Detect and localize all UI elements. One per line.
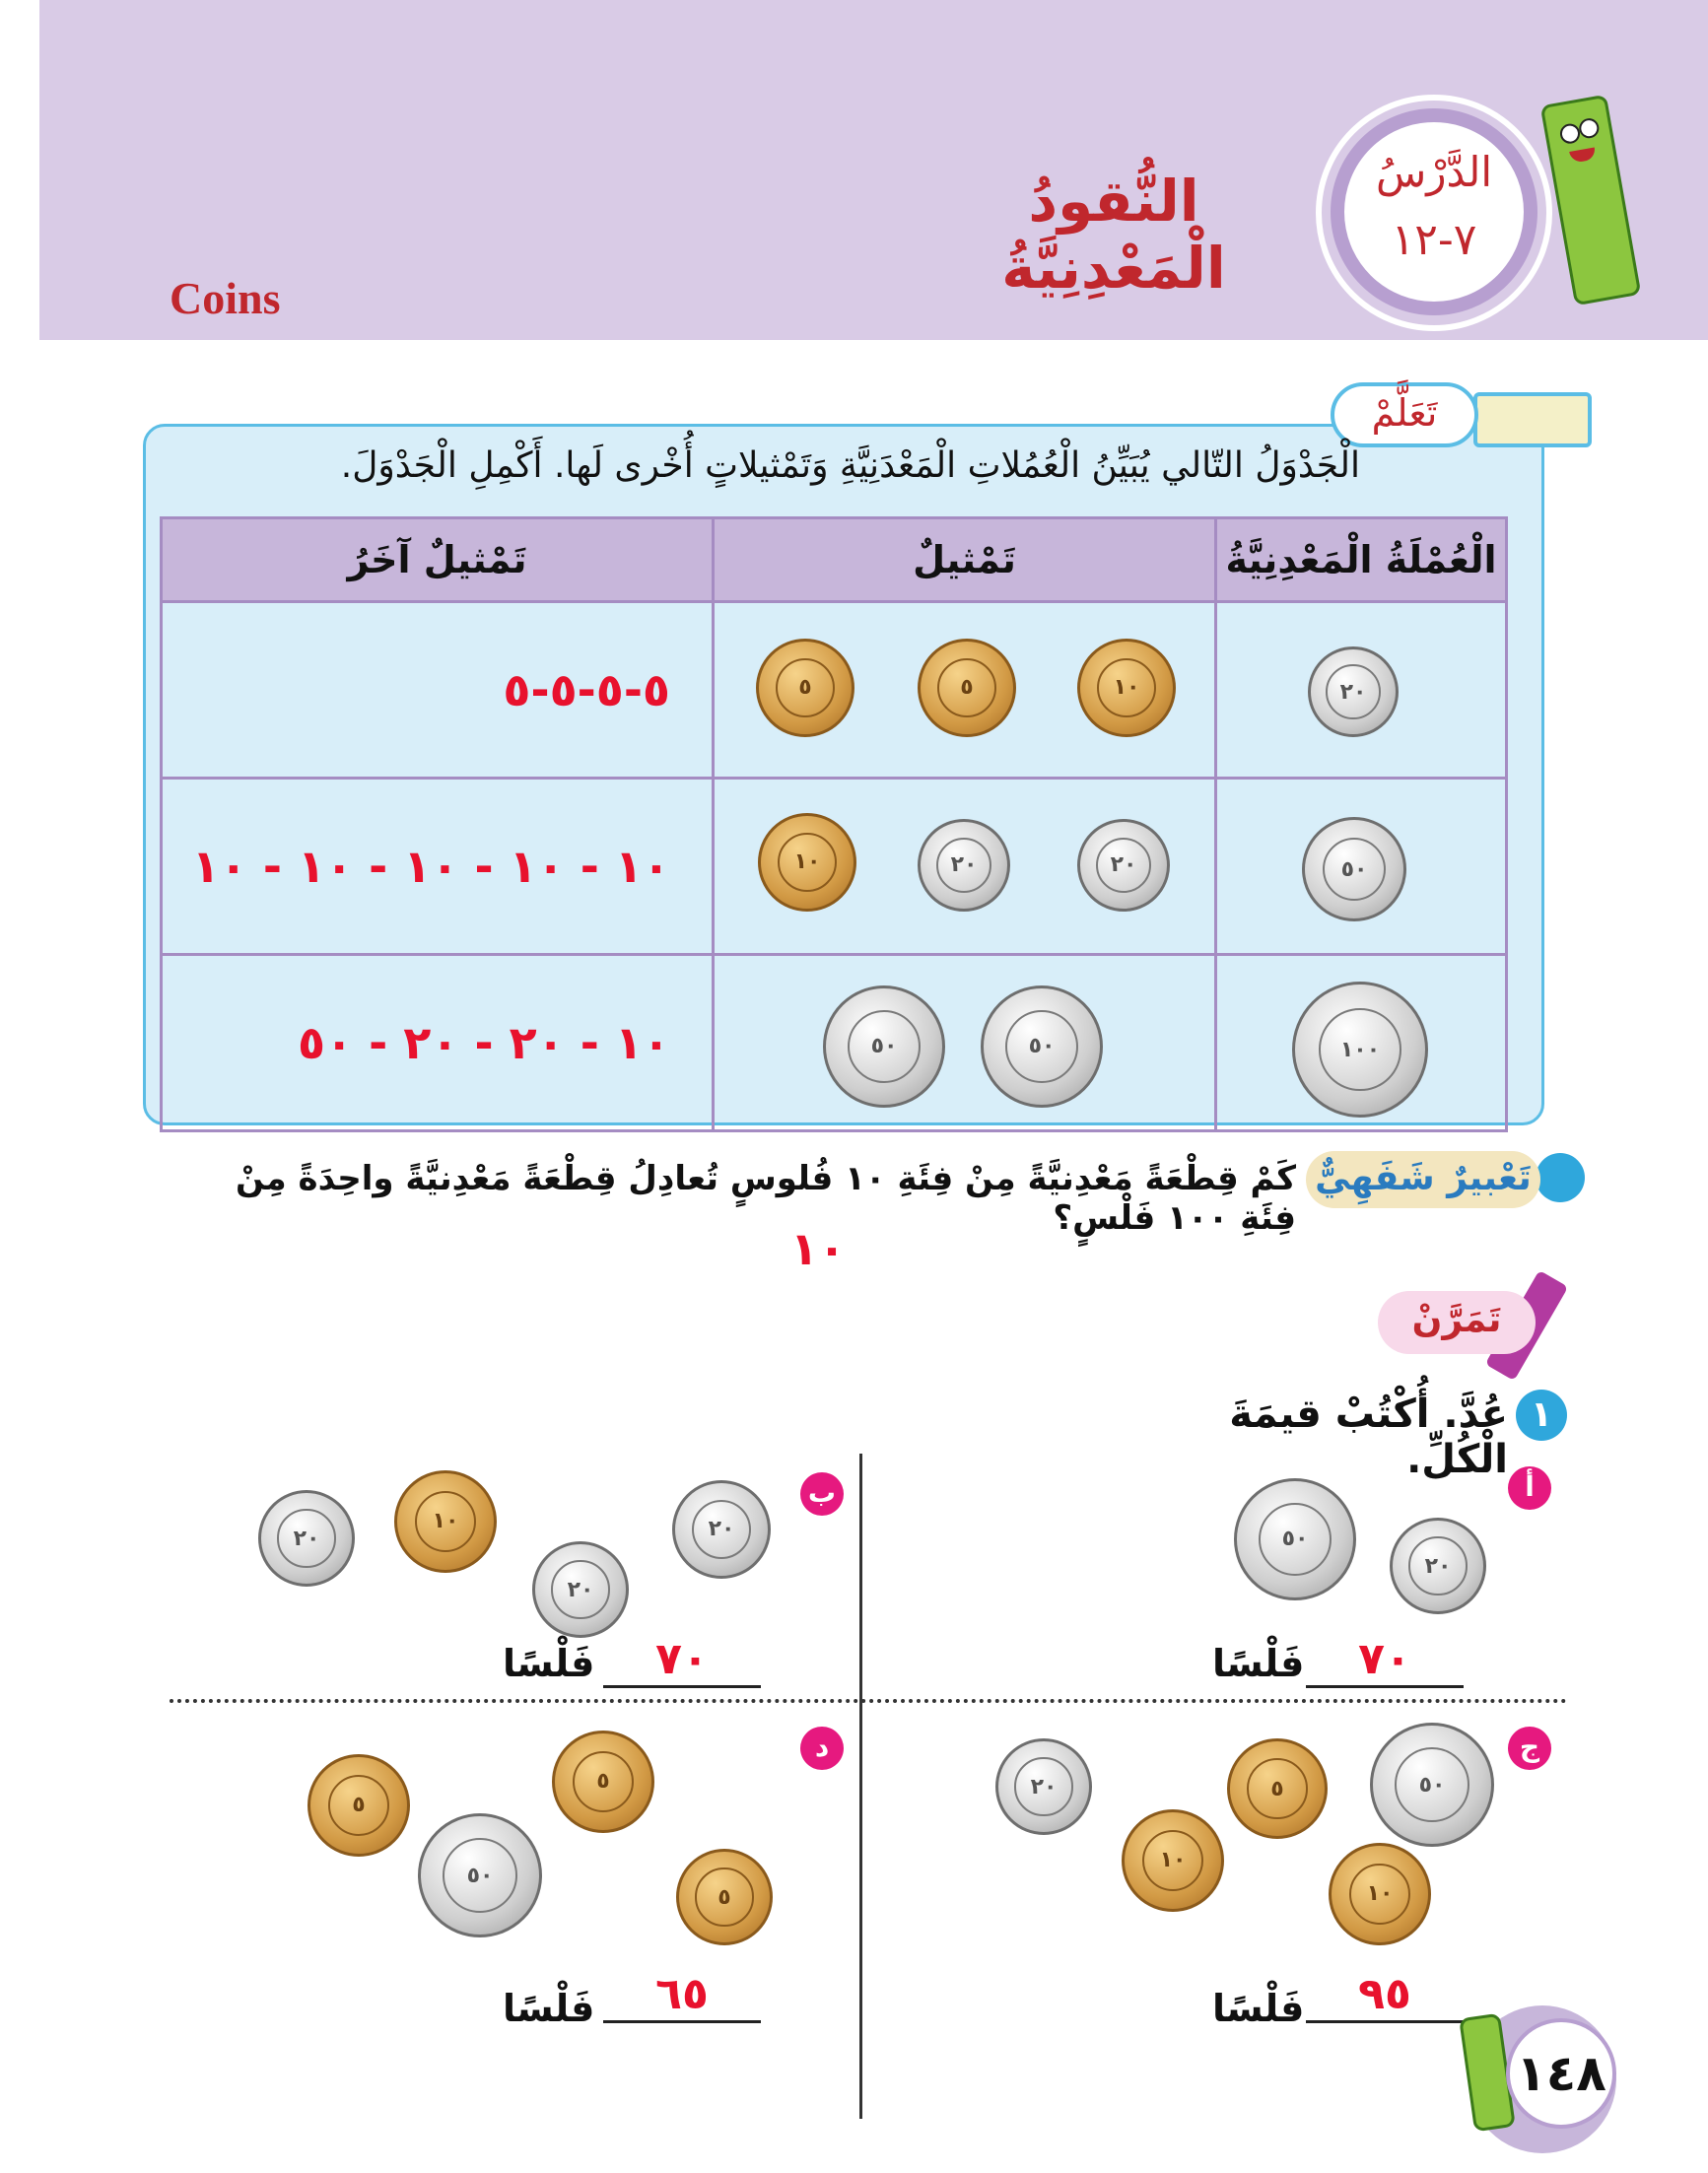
coin-5-icon: ٥	[918, 639, 1016, 737]
coin-10-icon: ١٠	[1329, 1843, 1431, 1945]
representation-cell	[714, 779, 1216, 955]
english-title: Coins	[170, 273, 281, 323]
unit-label: فَلْسًا	[503, 1987, 595, 2030]
representation-cell	[714, 602, 1216, 779]
coin-50-icon: ٥٠	[1302, 817, 1406, 921]
table-row	[162, 602, 1507, 779]
item-letter-d: د	[800, 1727, 844, 1770]
page-number: ١٤٨	[1506, 2018, 1616, 2129]
coin-20-icon: ٢٠	[918, 819, 1010, 912]
coin-50-icon: ٥٠	[418, 1813, 542, 1937]
coin-50-icon: ٥٠	[981, 985, 1103, 1108]
item-letter-c: ج	[1508, 1727, 1551, 1770]
answer-value: ٦٥	[655, 1969, 709, 2019]
answer-value: ٧٠	[1358, 1634, 1411, 1684]
exercise-number: ١	[1516, 1390, 1567, 1441]
answer-value: ٧٠	[655, 1634, 709, 1684]
coin-100-icon: ١٠٠	[1292, 982, 1428, 1118]
learn-badge: تَعَلَّمْ	[1331, 382, 1478, 447]
oral-question: كَمْ قِطْعَةً مَعْدِنيَّةً مِنْ فِئَةِ ١٠ فُلوسٍ تُعادِلُ قِطْعَةً مَعْدِنيَّةً واحِدَةً مِنْ فِئَةِ ١٠٠ فَلْسٍ؟	[236, 1159, 1296, 1238]
table-row	[162, 955, 1507, 1131]
coin-5-icon: ٥	[307, 1754, 410, 1857]
vertical-divider	[859, 1454, 862, 2119]
coin-cell	[1216, 602, 1507, 779]
exercise-instruction: عُدَّ. أُكْتُبْ قيمَةَ الْكُلِّ.	[1229, 1392, 1508, 1482]
coin-5-icon: ٥	[552, 1731, 654, 1833]
unit-label: فَلْسًا	[1212, 1642, 1305, 1685]
item-letter-b: ب	[800, 1472, 844, 1516]
lesson-number: ٧-١٢	[1391, 215, 1477, 265]
other-representation-cell: ١٠ - ٢٠ - ٢٠ - ٥٠	[162, 955, 714, 1131]
other-representation-cell: ١٠ - ١٠ - ١٠ - ١٠ - ١٠	[162, 779, 714, 955]
coin-10-icon: ١٠	[394, 1470, 497, 1573]
coin-5-icon: ٥	[756, 639, 854, 737]
horizontal-divider	[170, 1699, 1567, 1703]
unit-label: فَلْسًا	[1212, 1987, 1305, 2030]
oral-badge: تَعْبيرٌ شَفَهِيٌّ	[1306, 1151, 1540, 1208]
coin-cell	[1216, 955, 1507, 1131]
coin-cell	[1216, 779, 1507, 955]
coin-20-icon: ٢٠	[258, 1490, 355, 1587]
speaker-icon	[1536, 1153, 1585, 1202]
item-letter-a: أ	[1508, 1466, 1551, 1510]
coin-20-icon: ٢٠	[1077, 819, 1170, 912]
coin-5-icon: ٥	[1227, 1738, 1328, 1839]
unit-label: فَلْسًا	[503, 1642, 595, 1685]
book-icon	[1473, 392, 1592, 447]
coin-20-icon: ٢٠	[1390, 1518, 1486, 1614]
other-representation-cell: ٥-٥-٥-٥	[162, 602, 714, 779]
lesson-label: الدَّرْسُ	[1375, 148, 1493, 196]
answer-value: ٩٥	[1358, 1969, 1411, 2019]
header-coin: الْعُمْلَةُ الْمَعْدِنِيَّةُ	[1216, 518, 1507, 602]
table-row	[162, 779, 1507, 955]
coin-20-icon: ٢٠	[532, 1541, 629, 1638]
coin-10-icon: ١٠	[1077, 639, 1176, 737]
coin-10-icon: ١٠	[1122, 1809, 1224, 1912]
table-header-row	[162, 518, 1507, 602]
coin-50-icon: ٥٠	[1370, 1723, 1494, 1847]
coin-50-icon: ٥٠	[1234, 1478, 1356, 1600]
coin-20-icon: ٢٠	[672, 1480, 771, 1579]
coin-table	[160, 516, 1508, 1132]
representation-cell	[714, 955, 1216, 1131]
lesson-title: النُّقودُ الْمَعْدِنِيَّةُ	[1001, 168, 1226, 302]
header-other-representation: تَمْثيلٌ آخَرُ	[162, 518, 714, 602]
coin-20-icon: ٢٠	[1308, 646, 1399, 737]
header-representation: تَمْثيلٌ	[714, 518, 1216, 602]
coin-20-icon: ٢٠	[995, 1738, 1092, 1835]
lesson-badge	[1331, 108, 1537, 315]
coin-10-icon: ١٠	[758, 813, 856, 912]
coin-5-icon: ٥	[676, 1849, 773, 1945]
coin-50-icon: ٥٠	[823, 985, 945, 1108]
practice-badge: تَمَرَّنْ	[1378, 1291, 1536, 1354]
learn-instruction: الْجَدْوَلُ التّالي يُبَيِّنُ الْعُمُلاتِ الْمَعْدَنِيَّةِ وَتَمْثيلاتٍ أُخْرى لَها. أَكْمِلِ الْجَدْوَلَ.	[340, 445, 1360, 486]
oral-answer: ١٠	[789, 1222, 847, 1275]
